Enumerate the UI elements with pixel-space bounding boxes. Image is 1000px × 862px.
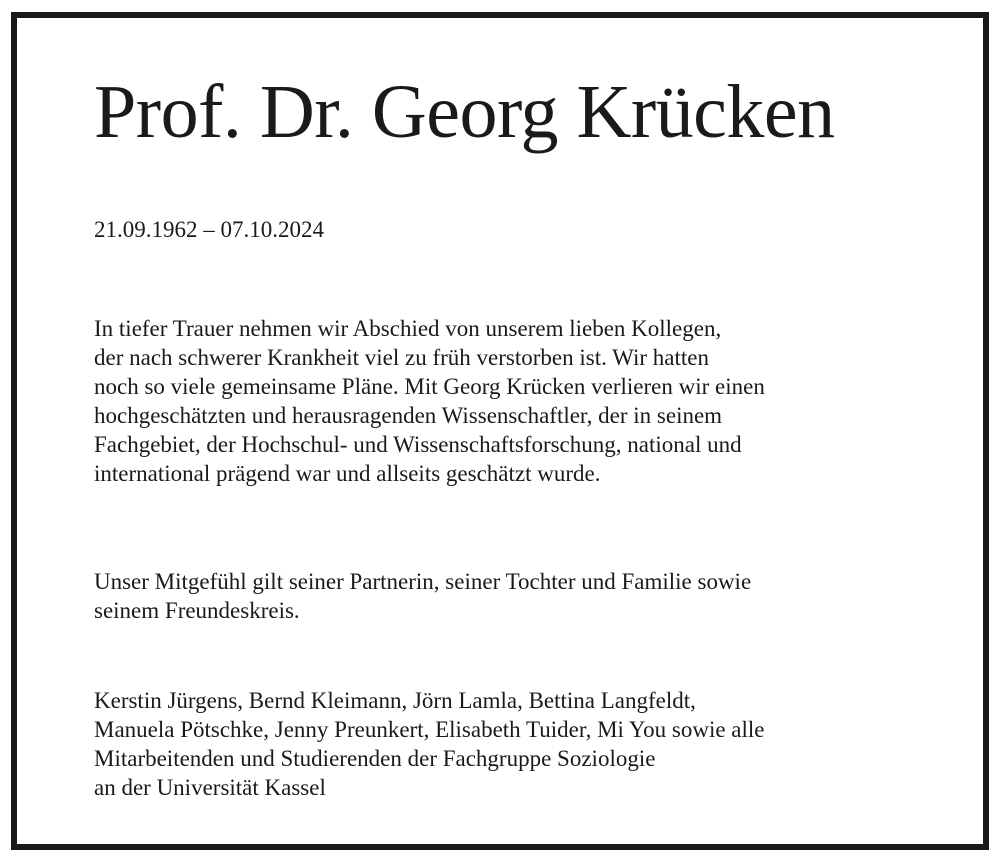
text-line: In tiefer Trauer nehmen wir Abschied von unserem lieben Kollegen,	[94, 316, 722, 341]
text-line: noch so viele gemeinsame Pläne. Mit Georg Krücken verlieren wir einen	[94, 374, 765, 399]
text-line: an der Universität Kassel	[94, 775, 326, 800]
text-line: Unser Mitgefühl gilt seiner Partnerin, seiner Tochter und Familie sowie	[94, 569, 752, 594]
sympathy-paragraph	[94, 567, 751, 625]
text-line: seinem Freundeskreis.	[94, 598, 300, 623]
obituary-notice	[11, 12, 989, 850]
deceased-name: Prof. Dr. Georg Krücken	[94, 70, 835, 154]
text-line: der nach schwerer Krankheit viel zu früh verstorben ist. Wir hatten	[94, 345, 709, 370]
text-line: Fachgebiet, der Hochschul- und Wissenschaftsforschung, national und	[94, 432, 742, 457]
text-line: Kerstin Jürgens, Bernd Kleimann, Jörn Lamla, Bettina Langfeldt,	[94, 688, 696, 713]
life-dates: 21.09.1962 – 07.10.2024	[94, 217, 324, 242]
text-line: hochgeschätzten und herausragenden Wissenschaftler, der in seinem	[94, 403, 723, 428]
condolence-paragraph	[94, 314, 765, 488]
text-line: international prägend war und allseits geschätzt wurde.	[94, 461, 601, 486]
signatories	[94, 686, 765, 802]
text-line: Manuela Pötschke, Jenny Preunkert, Elisabeth Tuider, Mi You sowie alle	[94, 717, 765, 742]
text-line: Mitarbeitenden und Studierenden der Fachgruppe Soziologie	[94, 746, 656, 771]
